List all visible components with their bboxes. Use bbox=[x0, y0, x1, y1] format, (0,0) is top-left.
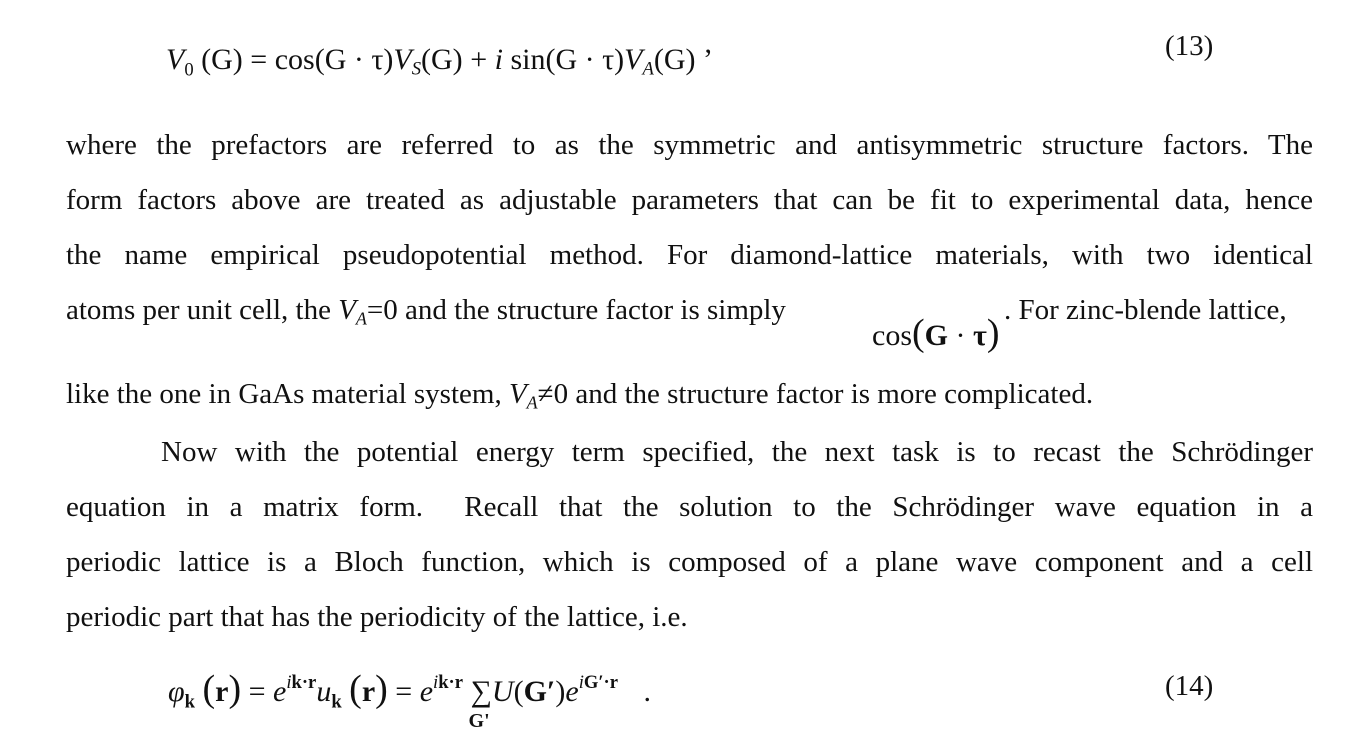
equation-14-number: (14) bbox=[1165, 670, 1214, 702]
eq14-U: U bbox=[491, 675, 514, 708]
para1-line-5-v: V bbox=[508, 378, 527, 410]
para1-line-4-v: V bbox=[338, 294, 356, 326]
eq14-e-1-exp-kr: k·r bbox=[291, 671, 317, 693]
eq14-e-3: e bbox=[565, 675, 579, 708]
eq14-open-1: ( bbox=[202, 668, 216, 710]
eq14-close-1: ) bbox=[228, 668, 242, 710]
eq14-trailing-dot: . bbox=[643, 675, 652, 708]
para2-line-3: periodic lattice is a Bloch function, which is composed of a plane wave component and a cell bbox=[66, 546, 1313, 578]
inline-math-close: ) bbox=[986, 312, 1000, 354]
eq13-cos: cos bbox=[274, 43, 315, 76]
eq14-e-2-exponent bbox=[433, 672, 463, 693]
eq14-U-close: ) bbox=[555, 675, 566, 708]
para1-line-5-sub: A bbox=[526, 392, 538, 413]
eq13-equals: = bbox=[250, 43, 268, 76]
eq13-lhs-arg: (G) bbox=[201, 43, 243, 76]
eq13-arg-1: (G · τ) bbox=[314, 43, 394, 76]
eq14-close-2: ) bbox=[375, 668, 388, 710]
eq13-i: i bbox=[494, 43, 503, 76]
eq14-e-3-exp-Gr: G′·r bbox=[583, 671, 619, 693]
eq14-open-2: ( bbox=[349, 668, 362, 710]
eq14-phi: φ bbox=[168, 675, 185, 708]
eq13-comma: ’ bbox=[703, 43, 714, 76]
inline-math-cos: cos bbox=[872, 319, 912, 352]
para2-line-1: Now with the potential energy term specified, the next task is to recast the Schrödinger bbox=[161, 436, 1313, 468]
eq14-e-1-exponent bbox=[286, 672, 316, 693]
eq13-va-v: V bbox=[624, 43, 643, 76]
equation-14 bbox=[168, 668, 652, 732]
para1-line-1: where the prefactors are referred to as the symmetric and antisymmetric structure factors. The bbox=[66, 129, 1313, 161]
para1-line-2: form factors above are treated as adjustable parameters that can be fit to experimental data, hence bbox=[66, 184, 1313, 216]
eq14-r-1: r bbox=[215, 675, 229, 708]
eq13-vs-v: V bbox=[393, 43, 412, 76]
para2-line-4: periodic part that has the periodicity of the lattice, i.e. bbox=[66, 601, 688, 633]
eq14-sum-under: G' bbox=[468, 710, 490, 732]
inline-math-g: G bbox=[924, 319, 948, 352]
eq14-e-3-exp-i: i bbox=[578, 671, 584, 693]
eq14-e-2-exp-i: i bbox=[433, 671, 439, 693]
eq13-vs-sub: S bbox=[411, 58, 422, 80]
para1-line-4-mid: =0 and the structure factor is simply bbox=[366, 294, 786, 326]
para1-line-4-pre: atoms per unit cell, the bbox=[66, 294, 339, 326]
para1-line-5-post: ≠0 and the structure factor is more complicated. bbox=[537, 378, 1094, 410]
eq14-r-2: r bbox=[361, 675, 376, 708]
eq13-va-arg: (G) bbox=[653, 43, 696, 76]
eq13-vs-arg: (G) bbox=[421, 43, 463, 76]
para2-line-2: equation in a matrix form. Recall that the solution to the Schrödinger wave equation in a bbox=[66, 491, 1313, 523]
eq14-sum: ∑ bbox=[470, 675, 492, 708]
equation-13-number: (13) bbox=[1165, 30, 1214, 62]
para1-line-5-pre: like the one in GaAs material system, bbox=[66, 378, 509, 410]
eq14-phi-sub: k bbox=[184, 691, 195, 713]
eq14-u: u bbox=[316, 675, 332, 708]
inline-math-open: ( bbox=[912, 312, 925, 354]
inline-math-tau: τ bbox=[973, 319, 987, 352]
eq14-e-1-exp-i: i bbox=[286, 671, 292, 693]
eq14-U-G: G′ bbox=[523, 675, 556, 708]
inline-math-cos-g-tau bbox=[872, 311, 999, 355]
eq13-lhs-v: V bbox=[166, 43, 185, 76]
para1-line-4-sub: A bbox=[355, 308, 367, 329]
para1-line-3: the name empirical pseudopotential method. For diamond-lattice materials, with two identical bbox=[66, 239, 1313, 271]
eq14-e-2-exp-kr: k·r bbox=[438, 671, 464, 693]
inline-math-dot: · bbox=[948, 319, 973, 352]
eq13-plus: + bbox=[470, 43, 488, 76]
eq14-sum-block bbox=[468, 675, 492, 732]
eq13-sin: sin bbox=[510, 43, 546, 76]
eq14-e-3-exponent bbox=[579, 672, 618, 693]
eq13-lhs-sub: 0 bbox=[184, 59, 194, 81]
eq14-e-1: e bbox=[273, 675, 287, 708]
eq14-equals-1: = bbox=[248, 675, 266, 708]
para1-line-4 bbox=[66, 296, 786, 327]
eq14-e-2: e bbox=[419, 675, 434, 708]
eq13-arg-2: (G · τ) bbox=[545, 43, 625, 76]
eq14-u-sub: k bbox=[331, 691, 342, 713]
eq14-equals-2: = bbox=[395, 675, 413, 708]
eq13-va-sub: A bbox=[642, 58, 654, 80]
para1-line-5 bbox=[66, 380, 1093, 411]
para1-line-4-post: . For zinc-blende lattice, bbox=[1004, 294, 1287, 326]
eq14-U-open: ( bbox=[513, 675, 524, 708]
equation-13 bbox=[166, 45, 713, 80]
